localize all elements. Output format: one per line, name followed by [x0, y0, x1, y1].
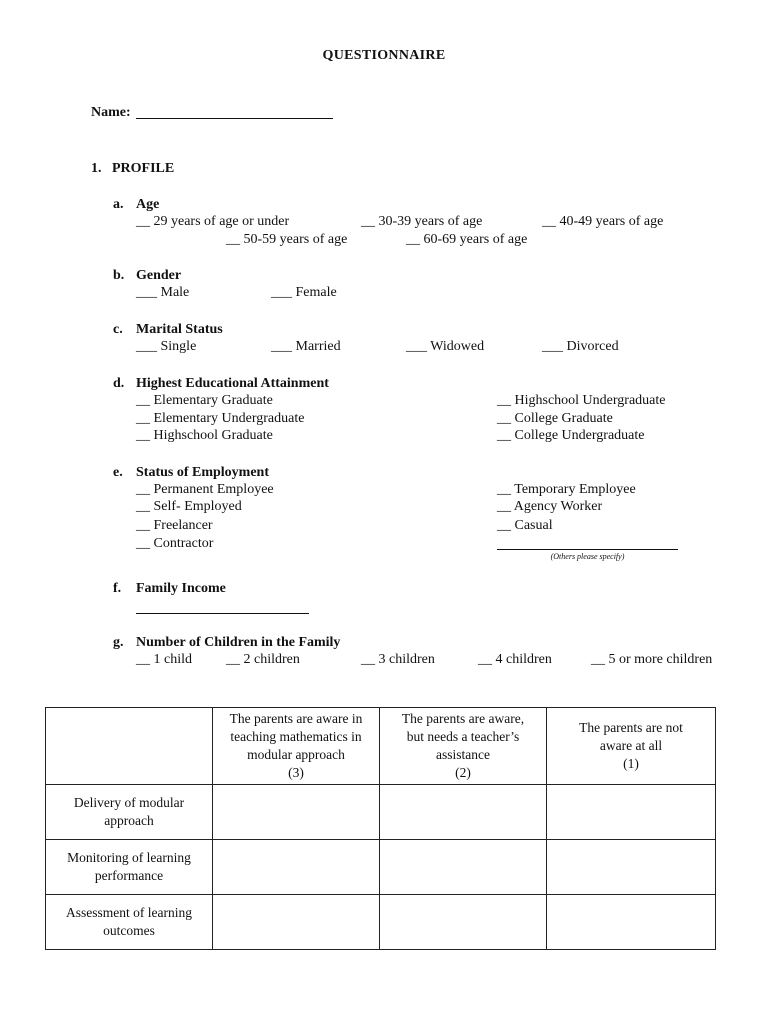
table-header-cell — [213, 708, 380, 785]
name-field[interactable] — [136, 104, 333, 125]
children-option[interactable]: __ 2 children — [226, 652, 300, 667]
item-letter: a. — [113, 197, 124, 212]
response-cell[interactable] — [547, 785, 716, 840]
age-option[interactable]: __ 50-59 years of age — [226, 232, 348, 247]
marital-option[interactable]: ___ Single — [136, 339, 197, 354]
header-line: The parents are not — [579, 720, 683, 735]
response-cell[interactable] — [547, 840, 716, 895]
marital-option[interactable]: ___ Widowed — [406, 339, 485, 354]
table-row — [46, 840, 716, 895]
item-letter: d. — [113, 376, 125, 391]
others-note: (Others please specify) — [550, 552, 625, 561]
name-label: Name: — [91, 105, 131, 120]
header-score: (3) — [288, 765, 304, 780]
header-line: but needs a teacher’s — [406, 729, 520, 744]
item-letter: f. — [113, 581, 122, 596]
header-score: (2) — [455, 765, 471, 780]
row-label-cell — [46, 840, 213, 895]
header-score: (1) — [623, 756, 639, 771]
section-heading: PROFILE — [112, 161, 175, 176]
row-label-cell — [46, 895, 213, 950]
header-line: modular approach — [247, 747, 345, 762]
gender-label: Gender — [136, 268, 182, 283]
employment-label: Status of Employment — [136, 465, 270, 480]
section-number: 1. — [91, 161, 102, 176]
table-header-row — [46, 708, 716, 785]
response-cell[interactable] — [380, 785, 547, 840]
employment-option[interactable]: __ Contractor — [136, 536, 214, 551]
employment-option[interactable]: __ Self- Employed — [136, 499, 242, 514]
header-line: teaching mathematics in — [230, 729, 362, 744]
marital-option[interactable]: ___ Divorced — [542, 339, 619, 354]
children-option[interactable]: __ 5 or more children — [591, 652, 713, 667]
income-label: Family Income — [136, 581, 226, 596]
children-option[interactable]: __ 3 children — [361, 652, 435, 667]
row-label-line: outcomes — [103, 923, 155, 938]
employment-option[interactable]: __ Permanent Employee — [136, 482, 274, 497]
response-cell[interactable] — [547, 895, 716, 950]
table-corner-cell — [46, 708, 213, 785]
education-label: Highest Educational Attainment — [136, 376, 329, 391]
header-line: The parents are aware in — [229, 711, 363, 726]
employment-option[interactable]: __ Casual — [497, 518, 553, 533]
children-label: Number of Children in the Family — [136, 635, 341, 650]
awareness-table — [45, 707, 716, 950]
age-option[interactable]: __ 29 years of age or under — [136, 214, 290, 229]
row-label-line: approach — [104, 813, 154, 828]
item-letter: b. — [113, 268, 125, 283]
item-letter: e. — [113, 465, 123, 480]
marital-option[interactable]: ___ Married — [271, 339, 341, 354]
header-line: The parents are aware, — [401, 711, 525, 726]
age-option[interactable]: __ 30-39 years of age — [361, 214, 483, 229]
education-option[interactable]: __ College Graduate — [497, 411, 613, 426]
row-label-cell — [46, 785, 213, 840]
response-cell[interactable] — [213, 895, 380, 950]
age-option[interactable]: __ 40-49 years of age — [542, 214, 664, 229]
income-field[interactable] — [136, 599, 309, 620]
response-cell[interactable] — [380, 895, 547, 950]
education-option[interactable]: __ College Undergraduate — [497, 428, 645, 443]
education-option[interactable]: __ Elementary Undergraduate — [136, 411, 305, 426]
children-option[interactable]: __ 4 children — [478, 652, 552, 667]
age-option[interactable]: __ 60-69 years of age — [406, 232, 528, 247]
response-cell[interactable] — [380, 840, 547, 895]
row-label-line: performance — [94, 868, 164, 883]
education-option[interactable]: __ Highschool Graduate — [136, 428, 273, 443]
education-option[interactable]: __ Elementary Graduate — [136, 393, 273, 408]
education-option[interactable]: __ Highschool Undergraduate — [497, 393, 666, 408]
row-label-line: Delivery of modular — [73, 795, 185, 810]
header-line: assistance — [436, 747, 490, 762]
page-title: QUESTIONNAIRE — [322, 48, 446, 63]
employment-option[interactable]: __ Freelancer — [136, 518, 213, 533]
table-header-cell — [547, 708, 716, 785]
age-label: Age — [136, 197, 160, 212]
response-cell[interactable] — [213, 840, 380, 895]
children-option[interactable]: __ 1 child — [136, 652, 192, 667]
header-line: aware at all — [599, 738, 663, 753]
table-row — [46, 785, 716, 840]
gender-option[interactable]: ___ Male — [136, 285, 190, 300]
row-label-line: Assessment of learning — [66, 905, 192, 920]
employment-option[interactable]: __ Agency Worker — [497, 499, 603, 514]
marital-label: Marital Status — [136, 322, 223, 337]
response-cell[interactable] — [213, 785, 380, 840]
employment-option[interactable]: __ Temporary Employee — [497, 482, 636, 497]
gender-option[interactable]: ___ Female — [271, 285, 337, 300]
table-row — [46, 895, 716, 950]
item-letter: c. — [113, 322, 123, 337]
item-letter: g. — [113, 635, 124, 650]
table-header-cell — [380, 708, 547, 785]
row-label-line: Monitoring of learning — [67, 850, 191, 865]
